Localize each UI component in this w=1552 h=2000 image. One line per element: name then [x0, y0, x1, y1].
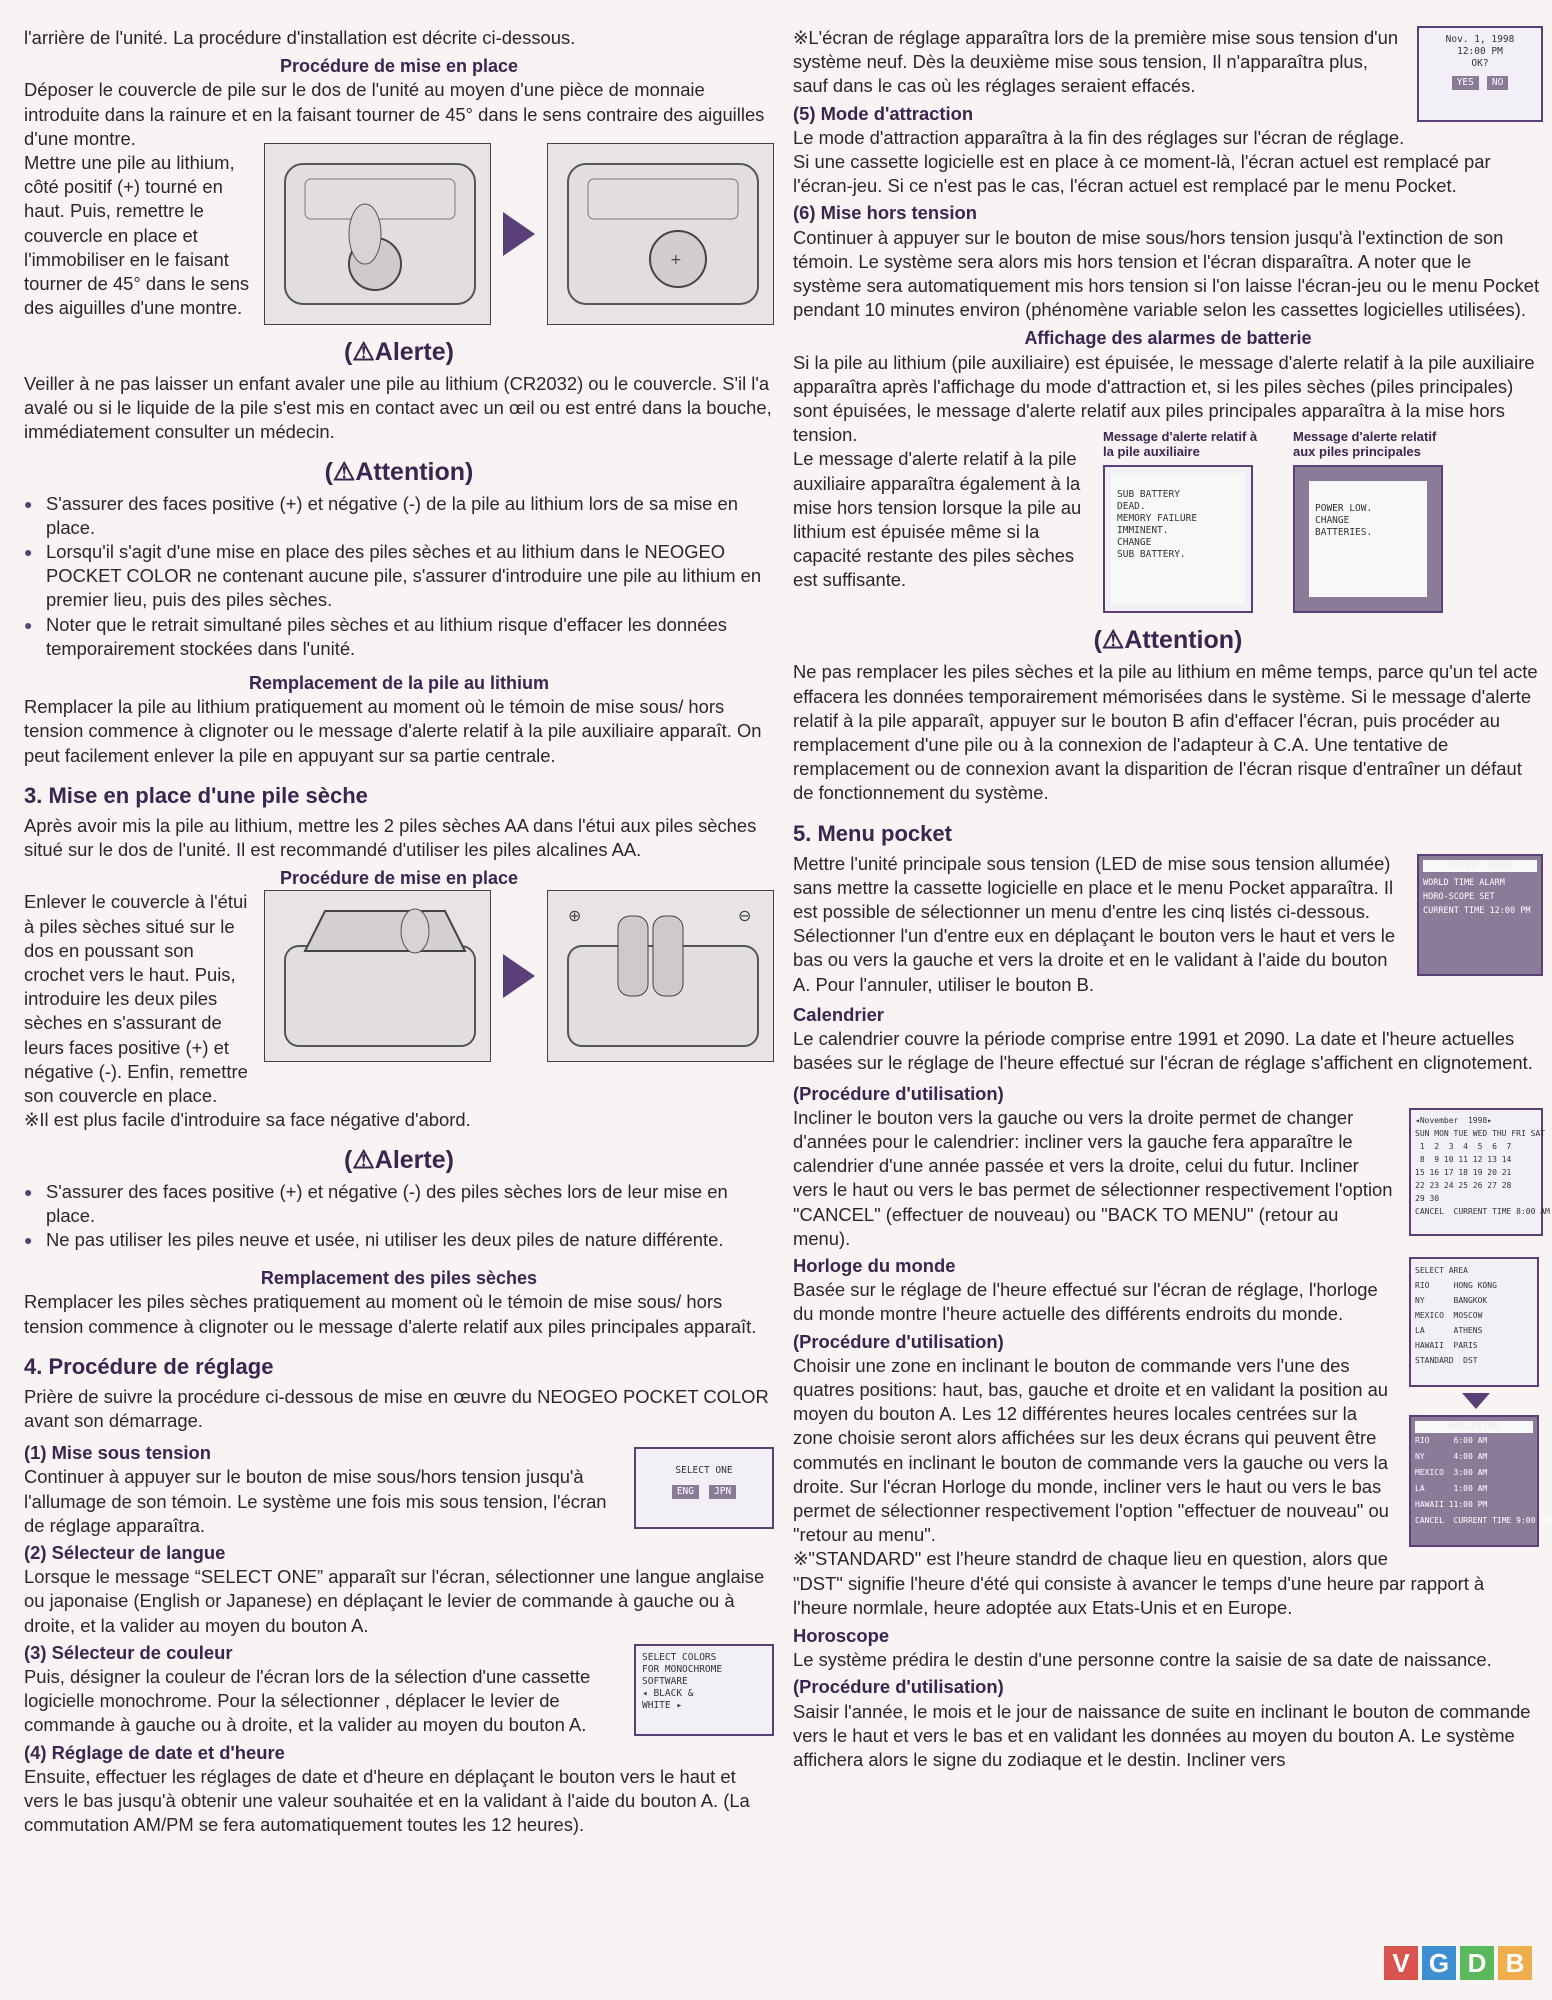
attention1-title: (⚠Attention) — [324, 457, 474, 486]
rempl-seches-title: Remplacement des piles sèches — [260, 1268, 538, 1289]
lithium-install-photos — [264, 143, 774, 325]
alerte2-title: (⚠Alerte) — [344, 1145, 454, 1174]
arrow-icon — [503, 954, 535, 998]
logo-letter: D — [1460, 1946, 1494, 1980]
proc2-text: Enlever le couvercle à l'étui à piles sèches situé sur le dos en poussant son crochet vers le haut. Puis, introduire les deux piles sèches en s'assurant de leurs faces positive (+) et négative (-). Enfin, remettre son couvercle en place. — [24, 891, 248, 1107]
aux-alert-screen-text: SUB BATTERY DEAD. MEMORY FAILURE IMMINENT. CHANGE SUB BATTERY. — [1111, 473, 1245, 605]
horo-title: Horoscope — [793, 1624, 890, 1646]
proc2-title: Procédure de mise en place — [279, 868, 519, 889]
attention1-bullet: ● S'assurer des faces positive (+) et négative (-) de la pile au lithium lors de sa mise en place. — [24, 492, 774, 540]
arrow-icon — [503, 212, 535, 256]
alerte1-title: (⚠Alerte) — [344, 338, 454, 367]
date-ok-options — [1425, 76, 1535, 90]
horo-text: Le système prédira le destin d'une personne contre la saisie de sa date de naissance. — [793, 1649, 1492, 1671]
alarm-title: Affichage des alarmes de batterie — [1024, 328, 1312, 349]
logo-letter: B — [1498, 1946, 1532, 1980]
attention1-bullet: ● Noter que le retrait simultané piles sèches et au lithium risque d'effacer les données temporairement stockées dans l'unité. — [24, 613, 774, 661]
select-one-screen — [634, 1447, 774, 1529]
attention2-title: (⚠Attention) — [1093, 626, 1243, 655]
note-top: ※L'écran de réglage apparaîtra lors de la première mise sous tension d'un système neuf. Dès la deuxième mise sous tension, Il n'apparaîtra plus, sauf dans le cas où les réglages seraient effacés. — [793, 27, 1399, 97]
select-one-options — [642, 1485, 766, 1499]
s5-text: Le mode d'attraction apparaîtra à la fin des réglages sur l'écran de réglage. Si une cassette logicielle est en place à ce moment-là, l'écran actuel est remplacé par l'écran-jeu. Si ce n'est pas le cas, l'écran actuel est remplacé par le menu Pocket. — [793, 126, 1491, 197]
alarm-figure-row — [793, 429, 1543, 613]
attention2-text: Ne pas remplacer les piles sèches et la pile au lithium en même temps, parce qu'un tel acte effacera les données temporairement mémorisées dans le système. Si le message d'alerte relatif à la pile apparaît, appuyer sur le bouton B afin d'effacer l'écran, puis procéder au remplacement d'une pile ou à la connexion de l'adapteur à C.A. Une tentative de remplacement ou de connexion avant la disparition de l'écran risque d'entraîner un défaut de fonctionnement du système. — [793, 661, 1538, 804]
proc2-figure-row — [24, 890, 774, 1108]
s4-title: (4) Réglage de date et d'heure — [24, 1741, 285, 1763]
horo-proc-title: (Procédure d'utilisation) — [793, 1676, 1004, 1698]
world-screens — [1409, 1257, 1550, 1547]
calendar-screen: ◂November 1998▸ SUN MON TUE WED THU FRI SAT 1 2 3 4 5 6 7 8 9 10 11 12 13 14 15 16 17 18 19 20 21 22 23 24 25 26 27 28 29 30 CANCEL CURRENT TIME 8:00 AM — [1409, 1108, 1543, 1236]
batteries-in-illustration — [548, 891, 773, 1061]
pocket-menu-title: POCKET MENU — [1423, 860, 1537, 872]
sec5-text: Mettre l'unité principale sous tension (LED de mise sous tension allumée) sans mettre la cassette logicielle en place et le menu Pocket apparaîtra. Il est possible de sélectionner un menu d'entre les cinq listés ci-dessous. Sélectionner l'un d'entre eux en déplaçant le bouton vers le haut et vers le bas ou vers la gauche et vers la droite et en le validant à l'aide du bouton A. Pour l'annuler, utiliser le bouton B. — [793, 852, 1396, 995]
battery-placed-illustration — [548, 144, 773, 324]
battery-placed-photo — [547, 143, 774, 325]
alarm-text-a: Si la pile au lithium (pile auxiliaire) est épuisée, le message d'alerte relatif à la pile auxiliaire apparaîtra après l'affichage du mode d'attraction et, si les piles sèches (piles principales) sont épuisées, le message d'alerte relatif aux piles principales apparaîtra à la mise hors tension. — [793, 351, 1535, 446]
attention1-bullet: ● Lorsqu'il s'agit d'une mise en place des piles sèches et au lithium dans le NEOGEO POCKET COLOR ne contenant aucune pile, s'assurer d'introduire une pile au lithium en premier lieu, puis des piles sèches. — [24, 540, 774, 613]
s6-title: (6) Mise hors tension — [793, 202, 977, 224]
rempl-lithium-title: Remplacement de la pile au lithium — [248, 673, 550, 694]
proc1-figure-row — [24, 151, 774, 325]
sec5-title: 5. Menu pocket — [793, 820, 952, 846]
main-alert-screen — [1293, 465, 1443, 613]
vgdb-logo — [1384, 1946, 1532, 1980]
cal-text: Le calendrier couvre la période comprise entre 1991 et 2090. La date et l'heure actuelles basées sur le réglage de l'heure effectué sur l'écran de réglage s'affichent en clignotement. — [793, 1028, 1533, 1074]
batteries-in-photo — [547, 890, 774, 1062]
sec4-title: 4. Procédure de réglage — [24, 1353, 274, 1379]
proc1-text-b: Mettre une pile au lithium, côté positif (+) tourné en haut. Puis, remettre le couvercle en place et l'immobiliser en le faisant tourner de 45° dans le sens des aiguilles d'une montre. — [24, 152, 250, 319]
horo-proc-text: Saisir l'année, le mois et le jour de naissance de suite en inclinant le bouton de commande vers le haut et vers le bas et en validant les données au moyen du bouton A. Le système affichera alors le signe du zodiaque et le destin. Incliner vers — [793, 1700, 1531, 1770]
date-ok-screen — [1417, 26, 1543, 122]
sec3-title: 3. Mise en place d'une pile sèche — [24, 782, 368, 808]
proc2-note: ※Il est plus facile d'introduire sa face négative d'abord. — [24, 1109, 471, 1131]
s4-text: Ensuite, effectuer les réglages de date et d'heure en déplaçant le bouton vers le haut et vers le bas jusqu'à obtenir une valeur souhaitée et en la validant à l'aide du bouton A. (La commutation AM/PM se fera automatiquement toutes les 12 heures). — [24, 1765, 750, 1836]
down-arrow-icon — [1462, 1393, 1490, 1409]
rempl-seches-text: Remplacer les piles sèches pratiquement au moment où le témoin de mise sous/ hors tension commence à clignoter ou le message d'alerte relatif aux piles principales apparaît. — [24, 1291, 757, 1337]
world-proc-text: Choisir une zone en inclinant le bouton de commande vers l'une des quatres positions: haut, bas, gauche et droite et en validant la position au moyen du bouton A. Les 12 différentes heures locales centrées sur la zone choisie seront alors affichées sur les deux écrans qui peuvent être commutés en inclinant le bouton de commande vers la gauche ou vers la droite. Sur l'écran Horloge du monde, incliner vers le haut ou vers le bas permet de sélectionner respectivement l'option "effectuer de nouveau" ou "retour au menu". — [793, 1354, 1389, 1546]
pocket-menu-items: WORLD TIME ALARM HORO-SCOPE SET CURRENT TIME 12:00 PM — [1423, 877, 1531, 916]
svg-text:+: + — [670, 252, 682, 269]
alarm-text-b: Le message d'alerte relatif à la pile auxiliaire apparaîtra également à la mise hors tension lorsque la pile au lithium est épuisée même si la capacité restante des piles sèches est suffisante. — [793, 448, 1082, 591]
worldtime-list: RIO 6:00 AM NY 4:00 AM MEXICO 3:00 AM LA 1:00 AM HAWAII 11:00 PM CANCEL CURRENT TIME 9:00 AM — [1415, 1435, 1550, 1525]
sec3-text: Après avoir mis la pile au lithium, mettre les 2 piles sèches AA dans l'étui aux piles sèches situé sur le dos de l'unité. Il est recommandé d'utiliser les piles alcalines AA. — [24, 814, 757, 861]
rempl-lithium-text: Remplacer la pile au lithium pratiquement au moment où le témoin de mise sous/ hors tension commence à clignoter ou le message d'alerte relatif à la pile auxiliaire apparaît. On peut facilement enlever la pile en appuyant sur sa partie centrale. — [24, 696, 762, 766]
s1-text: Continuer à appuyer sur le bouton de mise sous/hors tension jusqu'à l'allumage de son témoin. Le système une fois mis sous tension, l'écran de réglage apparaîtra. — [24, 1466, 607, 1536]
option-yes: YES — [1452, 76, 1479, 90]
pocket-menu-screen — [1417, 854, 1543, 976]
logo-letter: V — [1384, 1946, 1418, 1980]
select-area-screen: SELECT AREA RIO HONG KONG NY BANGKOK MEXICO MOSCOW LA ATHENS HAWAII PARIS STANDARD DST — [1409, 1257, 1539, 1387]
select-colors-screen: SELECT COLORS FOR MONOCHROME SOFTWARE ◂ BLACK & WHITE ▸ — [634, 1644, 774, 1736]
select-one-label: SELECT ONE — [675, 1465, 733, 1477]
logo-letter: G — [1422, 1946, 1456, 1980]
alerte2-bullet: ● S'assurer des faces positive (+) et négative (-) des piles sèches lors de leur mise en place. — [24, 1180, 774, 1228]
dry-battery-photos — [264, 890, 774, 1062]
main-alert-figure — [1293, 429, 1453, 613]
aux-alert-screen — [1103, 465, 1253, 613]
world-proc-title: (Procédure d'utilisation) — [793, 1330, 1004, 1352]
cal-proc-title: (Procédure d'utilisation) — [793, 1082, 1004, 1104]
s3-text: Puis, désigner la couleur de l'écran lors de la sélection d'une cassette logicielle monochrome. Pour la sélectionner , déplacer le levier de commande à gauche ou à droite, et la valider au moyen du bouton A. — [24, 1665, 591, 1736]
s2-text: Lorsque le message “SELECT ONE” apparaît sur l'écran, sélectionner une langue anglaise ou japonaise (English or Japanese) en déplaçant le levier de commande à gauche ou à droite, et la valider au moyen du bouton A. — [24, 1566, 765, 1636]
cover-open-photo — [264, 890, 491, 1062]
intro-text: l'arrière de l'unité. La procédure d'installation est décrite ci-dessous. — [24, 27, 576, 48]
option-jpn: JPN — [709, 1485, 736, 1499]
world-note: ※"STANDARD" est l'heure standrd de chaque lieu en question, alors que "DST" signifie l'heure d'été qui consiste à avancer le temps d'une heure par rapport à l'heure normlale, heure adoptée aux Etats-Unis et en Europe. — [793, 1548, 1485, 1618]
cover-open-illustration — [265, 891, 490, 1061]
alerte2-bullet: ● Ne pas utiliser les piles neuve et usée, ni utiliser les deux piles de nature différente. — [24, 1228, 774, 1252]
aux-alert-figure — [1103, 429, 1263, 613]
option-no: NO — [1487, 76, 1508, 90]
main-alert-caption: Message d'alerte relatif aux piles principales — [1293, 429, 1437, 460]
s5-title: (5) Mode d'attraction — [793, 102, 974, 124]
left-column — [24, 26, 774, 1837]
svg-text:⊖: ⊖ — [738, 906, 752, 926]
alerte1-text: Veiller à ne pas laisser un enfant avaler une pile au lithium (CR2032) ou le couvercle. S'il l'a avalé ou si le liquide de la pile s'est mis en contact avec un œil ou est entré dans la bouche, immédiatement consulter un médecin. — [24, 373, 772, 443]
proc1-title: Procédure de mise en place — [279, 56, 519, 77]
svg-text:⊕: ⊕ — [568, 906, 582, 926]
s3-title: (3) Sélecteur de couleur — [24, 1641, 233, 1663]
s2-title: (2) Sélecteur de langue — [24, 1541, 226, 1563]
date-ok-text: Nov. 1, 1998 12:00 PM OK? — [1445, 34, 1515, 69]
option-eng: ENG — [672, 1485, 699, 1499]
worldtime-title: WORLDTIME — [1415, 1421, 1533, 1433]
world-text: Basée sur le réglage de l'heure effectué sur l'écran de réglage, l'horloge du monde montre l'heure actuelle des différents endroits du monde. — [793, 1279, 1378, 1325]
world-title: Horloge du monde — [793, 1254, 956, 1276]
right-column — [793, 26, 1550, 1772]
main-alert-screen-text: POWER LOW. CHANGE BATTERIES. — [1309, 481, 1427, 597]
aux-alert-caption: Message d'alerte relatif à la pile auxiliaire — [1103, 429, 1258, 460]
s1-title: (1) Mise sous tension — [24, 1442, 212, 1464]
coin-opening-photo — [264, 143, 491, 325]
s6-text: Continuer à appuyer sur le bouton de mise sous/hors tension jusqu'à l'extinction de son témoin. Le système sera alors mis hors tension et l'écran disparaîtra. A noter que le système sera automatiquement mis hors tension si l'on laisse l'écran-jeu ou le menu Pocket pendant 10 minutes environ (phénomène variable selon les cassettes logicielles utilisées). — [793, 226, 1540, 321]
coin-opening-illustration — [265, 144, 490, 324]
worldtime-screen — [1409, 1415, 1550, 1547]
proc1-text-a: Déposer le couvercle de pile sur le dos de l'unité au moyen d'une pièce de monnaie introduite dans la rainure et en la faisant tourner de 45° dans le sens contraire des aiguilles d'une montre. — [24, 79, 765, 149]
cal-proc-text: Incliner le bouton vers la gauche ou vers la droite permet de changer d'années pour le calendrier: incliner vers la gauche fera apparaître le calendrier d'une année passée et vers la droite, celui du futur. Incliner vers le haut ou vers le bas permet de sélectionner respectivement l'option "CANCEL" (effectuer de nouveau) ou "BACK TO MENU" (retour au menu). — [793, 1106, 1393, 1249]
cal-title: Calendrier — [793, 1003, 884, 1025]
sec4-text: Prière de suivre la procédure ci-dessous de mise en œuvre du NEOGEO POCKET COLOR avant son démarrage. — [24, 1385, 769, 1431]
